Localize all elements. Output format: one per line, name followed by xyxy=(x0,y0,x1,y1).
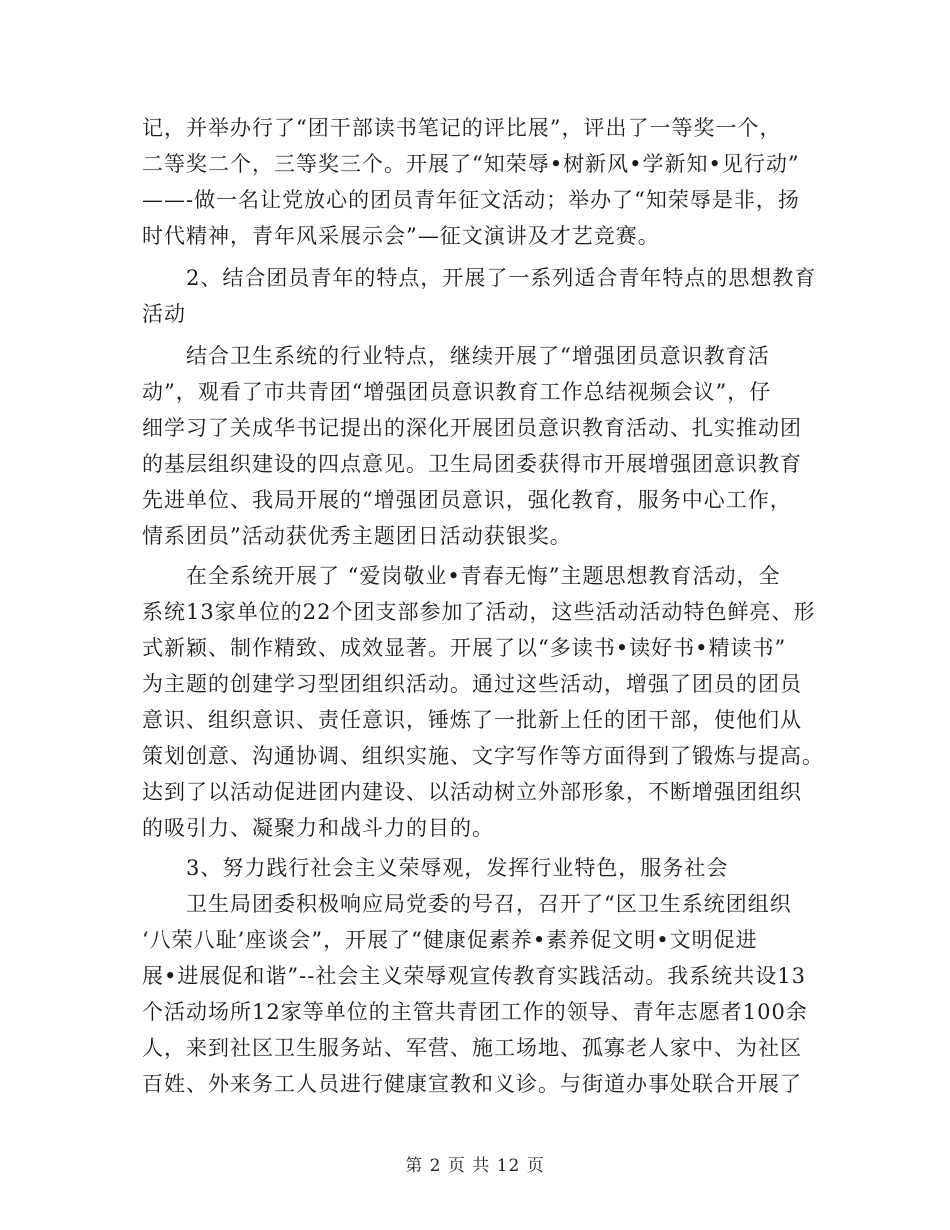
text-line: 系统13家单位的22个团支部参加了活动，这些活动活动特色鲜亮、形 xyxy=(142,600,816,624)
text-line: 的基层组织建设的四点意见。卫生局团委获得市开展增强团意识教育 xyxy=(142,452,802,476)
text-line: 的吸引力、凝聚力和战斗力的目的。 xyxy=(142,816,494,840)
text-line: 达到了以活动促进团内建设、以活动树立外部形象，不断增强团组织 xyxy=(142,780,802,804)
text-line: 式新颖、制作精致、成效显著。开展了以“多读书•读好书•精读书” xyxy=(142,636,787,660)
text-line: 卫生局团委积极响应局党委的号召，召开了“区卫生系统团组织 xyxy=(186,892,792,916)
section-heading: 3、努力践行社会主义荣辱观，发挥行业特色，服务社会 xyxy=(186,856,729,880)
text-line: 个活动场所12家等单位的主管共青团工作的领导、青年志愿者100余 xyxy=(142,1000,808,1024)
text-line: 展•进展促和谐”--社会主义荣辱观宣传教育实践活动。我系统共设13 xyxy=(142,964,807,988)
text-line: 百姓、外来务工人员进行健康宣教和义诊。与街道办事处联合开展了 xyxy=(142,1072,802,1096)
text-line: 活动 xyxy=(142,302,186,326)
text-line: 二等奖二个，三等奖三个。开展了“知荣辱•树新风•学新知•见行动” xyxy=(142,152,800,176)
text-line: 细学习了关成华书记提出的深化开展团员意识教育活动、扎实推动团 xyxy=(142,416,802,440)
text-line: 策划创意、沟通协调、组织实施、文字写作等方面得到了锻炼与提高。 xyxy=(142,744,824,768)
page-number-footer: 第 2 页 共 12 页 xyxy=(405,1156,545,1176)
text-line: 意识、组织意识、责任意识，锤炼了一批新上任的团干部，使他们从 xyxy=(142,708,802,732)
text-line: 记，并举办行了“团干部读书笔记的评比展”，评出了一等奖一个， xyxy=(142,116,782,140)
text-line: 动”，观看了市共青团“增强团员意识教育工作总结视频会议”，仔 xyxy=(142,380,772,404)
text-line: 为主题的创建学习型团组织活动。通过这些活动，增强了团员的团员 xyxy=(142,672,802,696)
text-line: ‘八荣八耻’座谈会”，开展了“健康促素养•素养促文明•文明促进 xyxy=(142,928,758,952)
text-line: 先进单位、我局开展的“增强团员意识，强化教育，服务中心工作， xyxy=(142,488,792,512)
text-line: 在全系统开展了 “爱岗敬业•青春无悔”主题思想教育活动，全 xyxy=(186,564,781,588)
text-line: ——-做一名让党放心的团员青年征文活动；举办了“知荣辱是非，扬 xyxy=(142,188,800,212)
text-line: 结合卫生系统的行业特点，继续开展了“增强团员意识教育活 xyxy=(186,344,770,368)
text-line: 时代精神，青年风采展示会”—征文演讲及才艺竞赛。 xyxy=(142,224,660,248)
section-heading: 2、结合团员青年的特点，开展了一系列适合青年特点的思想教育 xyxy=(186,266,817,290)
text-line: 人，来到社区卫生服务站、军营、施工场地、孤寡老人家中、为社区 xyxy=(142,1036,802,1060)
text-line: 情系团员”活动获优秀主题团日活动获银奖。 xyxy=(142,524,572,548)
